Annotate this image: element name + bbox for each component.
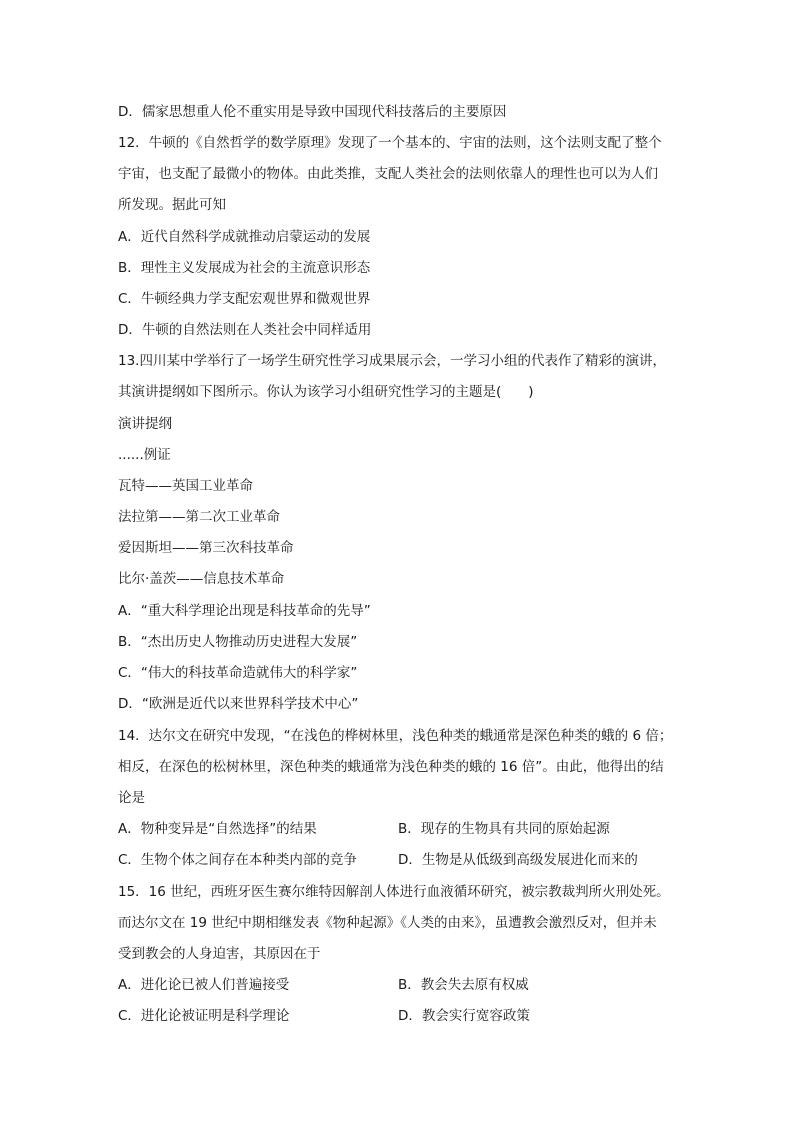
q12-option-c: C．牛顿经典力学支配宏观世界和微观世界	[118, 291, 371, 307]
q13-outline-item-3: 爱因斯坦——第三次科技革命	[118, 540, 294, 556]
q15-stem-line-1: 15．16 世纪，西班牙医生赛尔维特因解剖人体进行血液循环研究，被宗教裁判所火刑处死。	[118, 884, 670, 900]
q13-stem-line-1: 13.四川某中学举行了一场学生研究性学习成果展示会，一学习小组的代表作了精彩的演讲，	[118, 353, 666, 369]
q15-stem-line-2: 而达尔文在 19 世纪中期相继发表《物种起源》《人类的由来》，虽遭教会激烈反对，但并未	[118, 915, 657, 931]
q13-outline-item-1: 瓦特——英国工业革命	[118, 478, 253, 494]
q13-outline-title: 演讲提纲	[118, 416, 172, 432]
q15-option-b: B．教会失去原有权威	[398, 977, 529, 993]
q14-stem-line-3: 论是	[118, 790, 145, 806]
q12-option-d: D．牛顿的自然法则在人类社会中同样适用	[118, 322, 372, 338]
q15-option-c: C．进化论被证明是科学理论	[118, 1008, 290, 1024]
q15-option-a: A．进化论已被人们普遍接受	[118, 977, 290, 993]
q13-outline-item-2: 法拉第——第二次工业革命	[118, 509, 280, 525]
q13-option-a: A．“重大科学理论出现是科技革命的先导”	[118, 603, 371, 619]
q15-stem-line-3: 受到教会的人身迫害，其原因在于	[118, 946, 321, 962]
q13-stem-line-2: 其演讲提纲如下图所示。你认为该学习小组研究性学习的主题是( )	[118, 384, 534, 400]
q14-option-a: A．物种变异是“自然选择”的结果	[118, 821, 317, 837]
q14-stem-line-2: 相反，在深色的松树林里，深色种类的蛾通常为浅色种类的蛾的 16 倍”。由此，他得出的结	[118, 759, 664, 775]
q15-option-d: D．教会实行宽容政策	[398, 1008, 530, 1024]
q13-option-d: D．“欧洲是近代以来世界科学技术中心”	[118, 696, 359, 712]
q12-stem-line-1: 12．牛顿的《自然哲学的数学原理》发现了一个基本的、宇宙的法则，这个法则支配了整个	[118, 135, 662, 151]
q13-option-c: C．“伟大的科技革命造就伟大的科学家”	[118, 665, 358, 681]
q12-option-a: A．近代自然科学成就推动启蒙运动的发展	[118, 229, 371, 245]
q14-option-d: D．生物是从低级到高级发展进化而来的	[398, 852, 638, 868]
q13-outline-example: ......例证	[118, 447, 171, 463]
q14-stem-line-1: 14．达尔文在研究中发现，“在浅色的桦树林里，浅色种类的蛾通常是深色种类的蛾的 6 倍；	[118, 728, 673, 744]
q13-outline-item-4: 比尔·盖茨——信息技术革命	[118, 571, 285, 587]
q11-option-d: D．儒家思想重人伦不重实用是导致中国现代科技落后的主要原因	[118, 104, 507, 120]
q14-option-c: C．生物个体之间存在本种类内部的竞争	[118, 852, 357, 868]
q14-option-b: B．现存的生物具有共同的原始起源	[398, 821, 610, 837]
q12-stem-line-3: 所发现。据此可知	[118, 197, 226, 213]
q12-option-b: B．理性主义发展成为社会的主流意识形态	[118, 260, 371, 276]
q12-stem-line-2: 宇宙，也支配了最微小的物体。由此类推，支配人类社会的法则依靠人的理性也可以为人们	[118, 166, 658, 182]
q13-option-b: B．“杰出历史人物推动历史进程大发展”	[118, 634, 358, 650]
